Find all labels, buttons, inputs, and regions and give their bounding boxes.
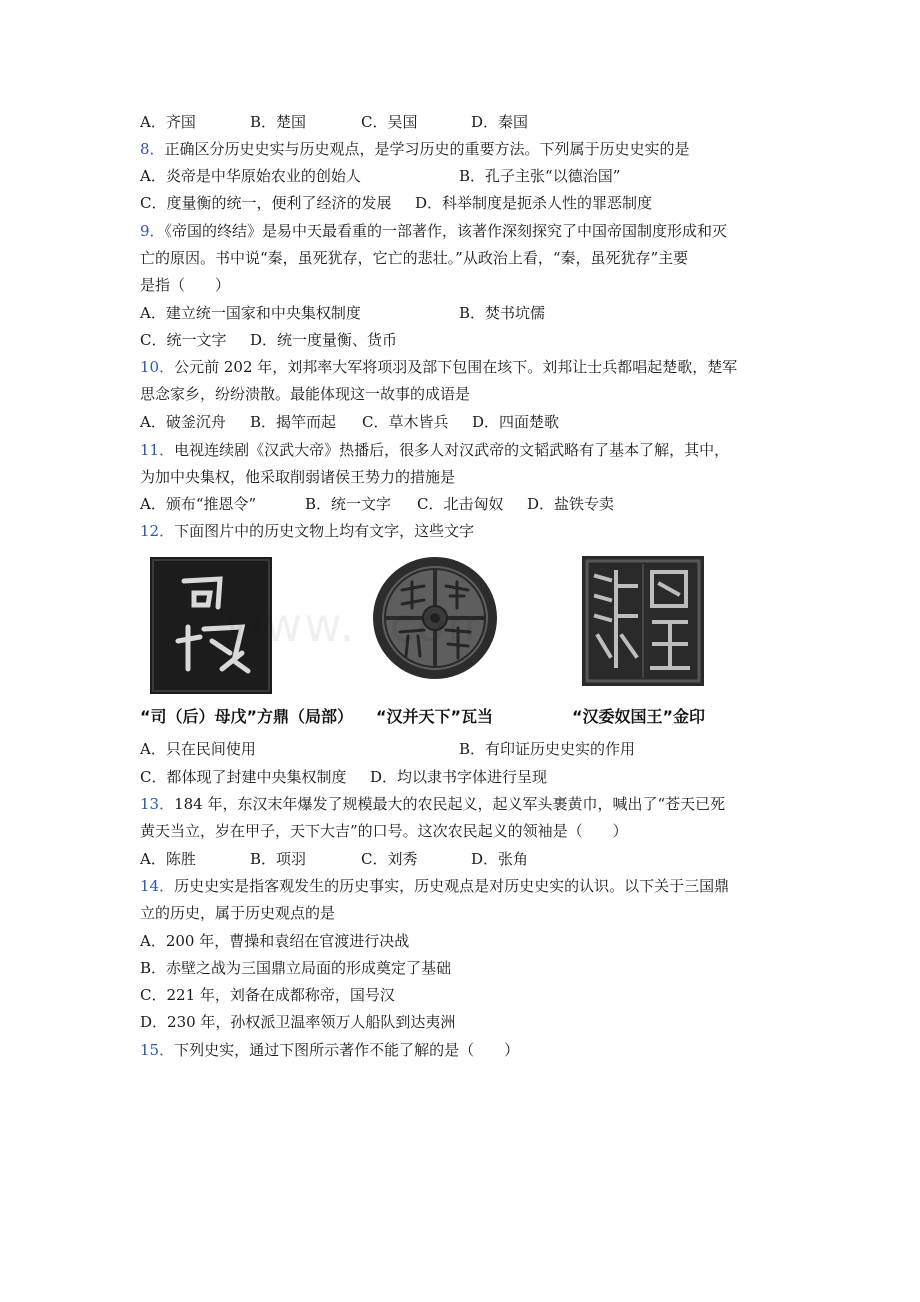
q11-option-a: A．颁布“推恩令” [140, 495, 257, 513]
q14-option-a: A．200 年，曹操和袁绍在官渡进行决战 [140, 932, 410, 950]
q9-stem-line3: 是指（ ） [140, 276, 231, 294]
q11-option-d: D．盐铁专卖 [527, 495, 615, 513]
q13-stem-line2: 黄天当立，岁在甲子，天下大吉”的口号。这次农民起义的领袖是（ ） [140, 822, 628, 840]
q7-option-a: A．齐国 [140, 113, 196, 131]
q15-number: 15． [140, 1041, 175, 1059]
q9-stem-line2: 亡的原因。书中说“秦，虽死犹存，它亡的悲壮。”从政治上看，“秦，虽死犹存”主要 [140, 249, 689, 267]
q10-number: 10． [140, 358, 175, 376]
q11-option-b: B．统一文字 [305, 495, 392, 513]
q13-option-b: B．项羽 [250, 850, 307, 868]
q9-stem-line1: 9．《帝国的终结》是易中天最看重的一部著作，该著作深刻探究了中国帝国制度形成和灭 [140, 222, 728, 240]
q9-option-c: C．统一文字 [140, 331, 227, 349]
q12-option-c: C．都体现了封建中央集权制度 [140, 768, 347, 786]
q14-stem-line1: 14．历史史实是指客观发生的历史事实，历史观点是对历史史实的认识。以下关于三国鼎 [140, 877, 730, 895]
q13-option-c: C．刘秀 [361, 850, 418, 868]
q10-option-a: A．破釜沉舟 [140, 413, 226, 431]
q13-number: 13． [140, 795, 175, 813]
q10-option-d: D．四面楚歌 [472, 413, 560, 431]
q8-option-b: B．孔子主张“以德治国” [459, 167, 621, 185]
q12-caption-seal: “汉委奴国王”金印 [572, 707, 706, 726]
q10-option-c: C．草木皆兵 [362, 413, 449, 431]
q13-stem-line1: 13．184 年，东汉末年爆发了规模最大的农民起义，起义军头裹黄巾，喊出了“苍天已死 [140, 795, 726, 813]
q12-option-a: A．只在民间使用 [140, 740, 256, 758]
q12-caption-wadang: “汉并天下”瓦当 [376, 707, 494, 726]
q8-option-c: C．度量衡的统一，便利了经济的发展 [140, 194, 392, 212]
q10-stem-line1: 10．公元前 202 年，刘邦率大军将项羽及部下包围在垓下。刘邦让士兵都唱起楚歌，楚军 [140, 358, 738, 376]
q14-option-c: C．221 年，刘备在成都称帝，国号汉 [140, 986, 395, 1004]
q7-option-c: C．吴国 [361, 113, 418, 131]
q14-stem-line2: 立的历史，属于历史观点的是 [140, 904, 336, 922]
q13-option-d: D．张角 [471, 850, 529, 868]
q12-option-b: B．有印证历史史实的作用 [459, 740, 636, 758]
q9-option-b: B．焚书坑儒 [459, 304, 546, 322]
q8-number: 8． [140, 140, 165, 158]
q14-number: 14． [140, 877, 175, 895]
q9-option-d: D．统一度量衡、货币 [250, 331, 398, 349]
q14-option-b: B．赤壁之战为三国鼎立局面的形成奠定了基础 [140, 959, 452, 977]
watermark: www. .com [225, 598, 494, 652]
q9-option-a: A．建立统一国家和中央集权制度 [140, 304, 361, 322]
q10-stem-line2: 思念家乡，纷纷溃散。最能体现这一故事的成语是 [140, 385, 471, 403]
q11-stem-line1: 11．电视连续剧《汉武大帝》热播后，很多人对汉武帝的文韬武略有了基本了解，其中， [140, 441, 730, 459]
q12-option-d: D．均以隶书字体进行呈现 [370, 768, 548, 786]
hanweinuguowang-gold-seal-image [582, 556, 704, 686]
q8-stem: 8．正确区分历史史实与历史观点，是学习历史的重要方法。下列属于历史史实的是 [140, 140, 690, 158]
q12-caption-ding: “司（后）母戊”方鼎（局部） [140, 707, 354, 726]
q12-stem: 12．下面图片中的历史文物上均有文字，这些文字 [140, 522, 475, 540]
q13-option-a: A．陈胜 [140, 850, 196, 868]
q10-option-b: B．揭竿而起 [250, 413, 337, 431]
q15-stem: 15．下列史实，通过下图所示著作不能了解的是（ ） [140, 1041, 520, 1059]
q8-option-a: A．炎帝是中华原始农业的创始人 [140, 167, 361, 185]
q11-stem-line2: 为加中央集权，他采取削弱诸侯王势力的措施是 [140, 468, 456, 486]
q7-option-d: D．秦国 [471, 113, 529, 131]
q7-option-b: B．楚国 [250, 113, 307, 131]
q12-number: 12． [140, 522, 175, 540]
q8-option-d: D．科举制度是扼杀人性的罪恶制度 [415, 194, 653, 212]
q14-option-d: D．230 年，孙权派卫温率领万人船队到达夷洲 [140, 1013, 456, 1031]
q11-number: 11． [140, 441, 175, 459]
q11-option-c: C．北击匈奴 [417, 495, 504, 513]
q9-number: 9． [140, 222, 165, 240]
